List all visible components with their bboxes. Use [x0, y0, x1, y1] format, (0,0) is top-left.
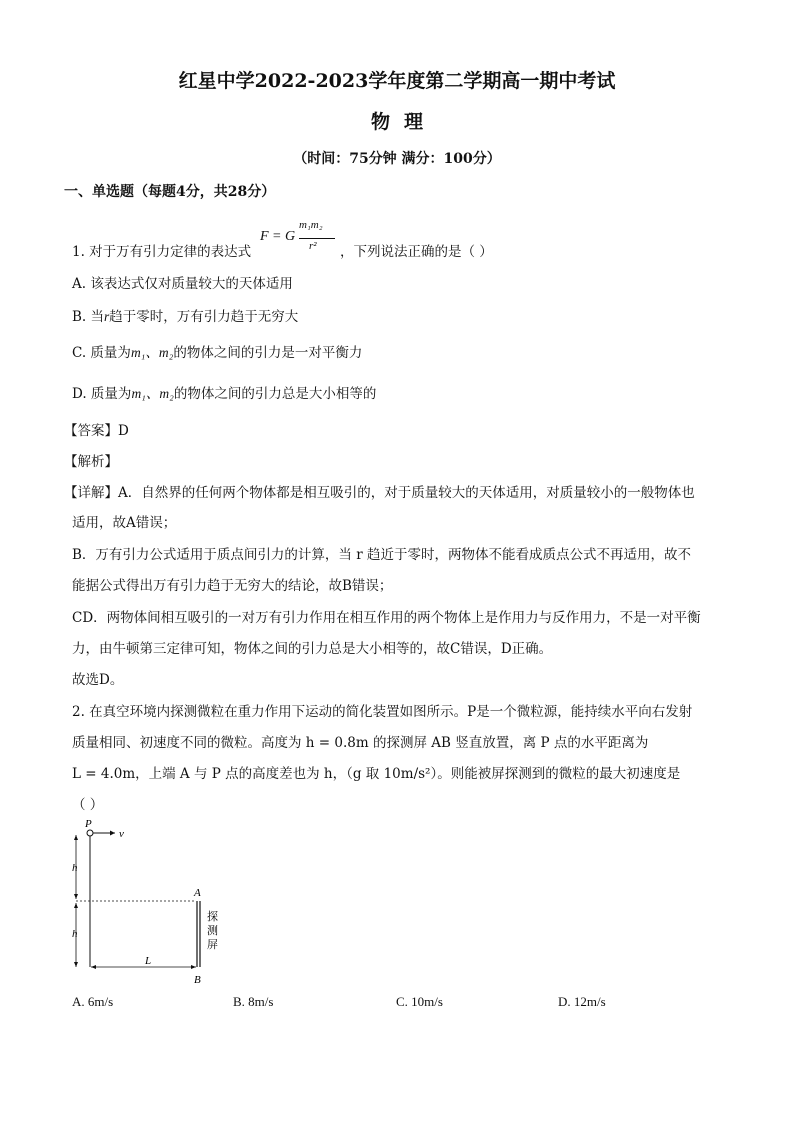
- label-h-lower: h: [72, 928, 78, 940]
- subject-title: 物理: [370, 111, 437, 133]
- q1-answer: 【答案】D: [64, 423, 129, 439]
- q1-stem-suffix: ，下列说法正确的是（ ）: [340, 244, 493, 260]
- q1-detail-line-5: CD．两物体间相互吸引的一对万有引力作用在相互作用的两个物体上是作用力与反作用力，不是一对平衡: [72, 610, 701, 626]
- screen-label-2: 测: [207, 925, 218, 937]
- q1-analysis-label: 【解析】: [64, 454, 118, 470]
- q1-stem-prefix: 1. 对于万有引力定律的表达式: [72, 244, 252, 260]
- q2-option-a: A. 6m/s: [72, 994, 114, 1009]
- q1-detail-line-3: B．万有引力公式适用于质点间引力的计算，当 r 趋近于零时，两物体不能看成质点公式不再适用，故不: [72, 547, 691, 563]
- label-L: L: [145, 955, 152, 967]
- screen-label-1: 探: [207, 911, 218, 923]
- label-P: P: [85, 818, 92, 830]
- q1-conclusion: 故选D。: [72, 672, 124, 688]
- q2-line-1: 2. 在真空环境内探测微粒在重力作用下运动的简化装置如图所示。P是一个微粒源，能持续水平向右发射: [72, 704, 693, 720]
- q2-option-c: C. 10m/s: [396, 994, 443, 1009]
- gravitation-formula: [260, 219, 340, 259]
- formula-lhs: F = G: [260, 229, 296, 244]
- q2-option-d: D. 12m/s: [558, 994, 606, 1009]
- q1-option-a: A. 该表达式仅对质量较大的天体适用: [72, 276, 293, 292]
- formula-fraction-bar: [299, 238, 335, 239]
- section-title: 一、单选题（每题4分，共28分）: [64, 184, 276, 200]
- screen-label-3: 屏: [207, 939, 218, 951]
- q1-detail-line-6: 力，由牛顿第三定律可知，物体之间的引力总是大小相等的，故C错误，D正确。: [72, 641, 553, 657]
- q2-line-4: （ ）: [72, 797, 104, 813]
- label-v: v: [119, 828, 124, 840]
- exam-info: （时间：75分钟 满分：100分）: [293, 151, 501, 167]
- q1-option-b: B. 当r趋于零时，万有引力趋于无穷大: [72, 309, 299, 325]
- velocity-arrowhead: [110, 831, 115, 836]
- q2-line-2: 质量相同、初速度不同的微粒。高度为 h = 0.8m 的探测屏 AB 竖直放置，离 P 点的水平距离为: [72, 735, 649, 751]
- q1-option-c: C. 质量为m₁、m₂的物体之间的引力是一对平衡力: [72, 345, 363, 361]
- label-h-upper: h: [72, 862, 78, 874]
- q1-option-d: D. 质量为m₁、m₂的物体之间的引力总是大小相等的: [72, 386, 377, 402]
- q2-diagram: [60, 815, 230, 990]
- q2-option-b: B. 8m/s: [233, 994, 274, 1009]
- label-A: A: [194, 887, 201, 899]
- q1-detail-line-1: 【详解】A．自然界的任何两个物体都是相互吸引的，对于质量较大的天体适用，对质量较小的一般物体也: [64, 485, 695, 501]
- particle-source-dot: [87, 830, 93, 836]
- formula-numerator: m₁m₂: [299, 219, 323, 231]
- exam-title: 红星中学2022-2023学年度第二学期高一期中考试: [178, 70, 616, 92]
- label-B: B: [194, 974, 201, 986]
- formula-denominator: r²: [309, 240, 317, 252]
- q1-detail-line-4: 能据公式得出万有引力趋于无穷大的结论，故B错误；: [72, 578, 393, 594]
- q1-detail-line-2: 适用，故A错误；: [72, 515, 177, 531]
- q2-line-3: L = 4.0m，上端 A 与 P 点的高度差也为 h，（g 取 10m/s²）。则能被屏探测到的微粒的最大初速度是: [72, 766, 681, 782]
